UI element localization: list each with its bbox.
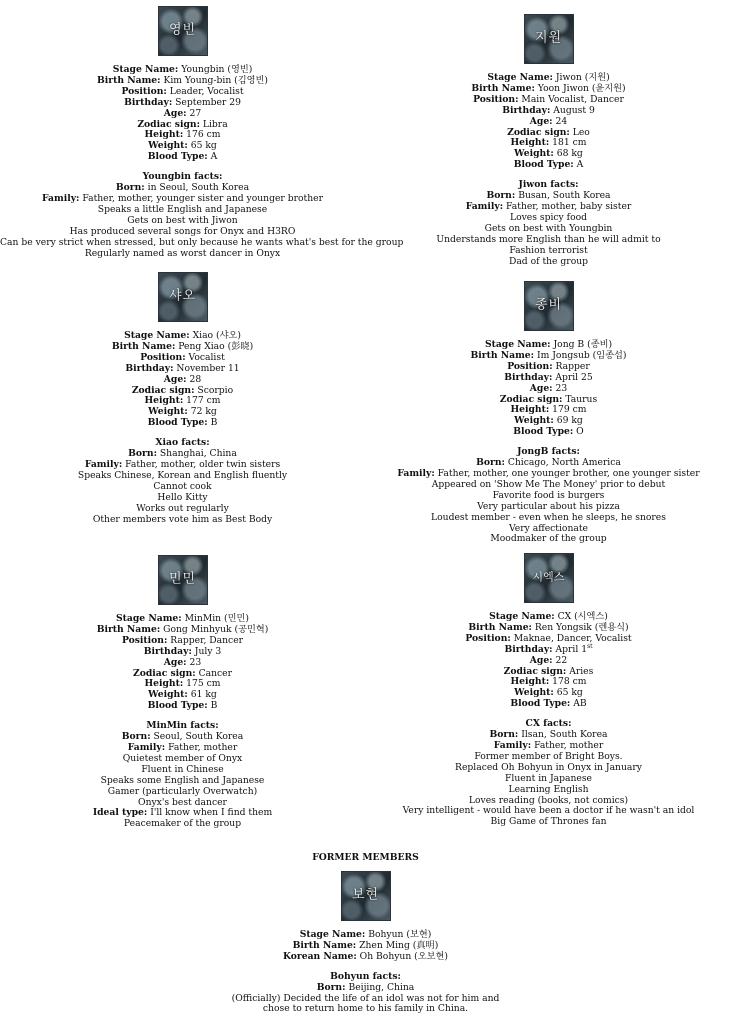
weight-row: Weight: 69 kg — [514, 415, 583, 427]
fact-item: Gamer (particularly Overwatch) — [107, 785, 258, 797]
zodiac-row: Zodiac sign: Taurus — [499, 393, 598, 405]
member-card-jiwon — [366, 14, 731, 267]
fact-item: Learning English — [508, 783, 589, 795]
birth-name-row: Birth Name: Kim Young-bin (김영빈) — [97, 74, 268, 86]
age-row: Age: 28 — [163, 373, 202, 385]
age-row: Age: 27 — [163, 107, 202, 119]
family-row: Family: Father, mother — [493, 739, 604, 751]
korean-name-row: Korean Name: Oh Bohyun (오보현) — [283, 950, 448, 962]
born-row: Born: Ilsan, South Korea — [489, 729, 608, 741]
facts-heading: Bohyun facts: — [330, 970, 401, 982]
fact-item: Big Game of Thrones fan — [490, 816, 607, 828]
position-row: Position: Rapper, Dancer — [121, 634, 244, 646]
fact-item: Hello Kitty — [157, 491, 208, 503]
fact-item: Very affectionate — [508, 522, 588, 534]
fact-item: Fashion terrorist — [509, 244, 588, 256]
birth-name-row: Birth Name: Zhen Ming (真明) — [292, 939, 439, 951]
weight-row: Weight: 65 kg — [148, 140, 217, 152]
birthday-row: Birthday: September 29 — [124, 96, 241, 108]
fact-item: chose to return home to his family in China. — [262, 1003, 469, 1015]
birthday-row: Birthday: April 1st — [504, 642, 593, 655]
height-row: Height: 176 cm — [144, 129, 221, 141]
facts-heading: JongB facts: — [517, 446, 580, 458]
fact-item: Regularly named as worst dancer in Onyx — [84, 247, 281, 259]
fact-item: Cannot cook — [153, 480, 212, 492]
fact-item: Replaced Oh Bohyun in Onyx in January — [455, 761, 642, 773]
zodiac-row: Zodiac sign: Cancer — [133, 667, 232, 679]
birthday-row: Birthday: August 9 — [502, 104, 595, 116]
born-row: Born: Shanghai, China — [128, 448, 237, 460]
facts-heading: Jiwon facts: — [518, 179, 579, 191]
birthday-row: Birthday: April 25 — [504, 371, 593, 383]
stage-name-row: Stage Name: MinMin (민민) — [116, 613, 249, 624]
fact-item: Appeared on 'Show Me The Money' prior to debut — [431, 478, 666, 490]
member-card-bohyun — [183, 871, 548, 1015]
family-row: Family: Father, mother, baby sister — [465, 200, 632, 212]
member-card-minmin — [0, 555, 365, 830]
stage-name-row: Stage Name: CX (시엑스) — [489, 611, 608, 622]
member-photo-jongb: 종비 — [524, 281, 574, 331]
height-row: Height: 177 cm — [144, 395, 221, 407]
age-row: Age: 23 — [163, 656, 202, 668]
age-row: Age: 23 — [529, 382, 568, 394]
fact-item: Very particular about his pizza — [477, 500, 620, 512]
stage-name-row: Stage Name: Jiwon (지원) — [487, 72, 610, 83]
weight-row: Weight: 68 kg — [514, 148, 583, 160]
height-row: Height: 179 cm — [510, 404, 587, 416]
stage-name-row: Stage Name: Xiao (샤오) — [124, 330, 241, 341]
facts-heading: Youngbin facts: — [142, 171, 223, 183]
family-row: Family: Father, mother, younger sister and younger brother — [42, 192, 323, 204]
height-row: Height: 175 cm — [144, 678, 221, 690]
zodiac-row: Zodiac sign: Scorpio — [131, 384, 234, 396]
fact-item: Speaks Chinese, Korean and English fluently — [77, 469, 288, 481]
member-card-xiao — [0, 272, 365, 525]
zodiac-row: Zodiac sign: Libra — [137, 118, 228, 130]
blood-type-row: Blood Type: A — [147, 151, 218, 163]
facts-heading: MinMin facts: — [146, 720, 219, 732]
fact-item: Loudest member - even when he sleeps, he snores — [431, 511, 666, 523]
zodiac-row: Zodiac sign: Aries — [503, 665, 594, 677]
born-row: Born: Beijing, China — [316, 981, 415, 993]
fact-item: Moodmaker of the group — [490, 533, 607, 545]
birth-name-row: Birth Name: Im Jongsub (임종섭) — [470, 349, 627, 361]
born-row: Born: Chicago, North America — [476, 457, 621, 469]
facts-heading: Xiao facts: — [155, 437, 210, 449]
birth-name-row: Birth Name: Ren Yongsik (렌용식) — [468, 621, 629, 633]
age-row: Age: 24 — [529, 115, 568, 127]
fact-item: Understands more English than he will admit to — [436, 233, 661, 245]
family-row: Family: Father, mother — [127, 741, 238, 753]
fact-item: Fluent in Chinese — [141, 763, 224, 775]
position-row: Position: Main Vocalist, Dancer — [473, 93, 624, 105]
member-card-cx — [366, 553, 731, 828]
fact-item: (Officially) Decided the life of an idol was not for him and — [231, 992, 500, 1004]
fact-item: Speaks some English and Japanese — [100, 774, 265, 786]
stage-name-row: Stage Name: Jong B (종비) — [484, 339, 613, 350]
fact-item: Quietest member of Onyx — [122, 752, 243, 764]
weight-row: Weight: 61 kg — [148, 689, 217, 701]
blood-type-row: Blood Type: B — [147, 700, 218, 712]
fact-item: Gets on best with Jiwon — [127, 214, 238, 226]
birth-name-row: Birth Name: Peng Xiao (彭晓) — [111, 340, 254, 352]
height-row: Height: 178 cm — [510, 676, 587, 688]
member-photo-youngbin: 영빈 — [158, 6, 208, 56]
blood-type-row: Blood Type: O — [513, 426, 584, 438]
position-row: Position: Leader, Vocalist — [121, 85, 244, 97]
blood-type-row: Blood Type: B — [147, 417, 218, 429]
member-photo-cx: 시엑스 — [524, 553, 574, 603]
facts-heading: CX facts: — [525, 718, 572, 730]
member-photo-minmin: 민민 — [158, 555, 208, 605]
birth-name-row: Birth Name: Gong Minhyuk (공민혁) — [96, 623, 269, 635]
member-card-youngbin — [0, 6, 404, 259]
blood-type-row: Blood Type: AB — [510, 698, 587, 710]
fact-item: Works out regularly — [136, 502, 229, 514]
ideal-type-row: Ideal type: I'll know when I find them — [92, 807, 273, 819]
fact-item: Other members vote him as Best Body — [92, 513, 273, 525]
fact-item: Speaks a little English and Japanese — [97, 203, 268, 215]
fact-item: Onyx's best dancer — [138, 796, 227, 808]
member-card-jongb — [366, 281, 731, 545]
zodiac-row: Zodiac sign: Leo — [507, 126, 590, 138]
fact-item: Favorite food is burgers — [492, 489, 605, 501]
member-photo-xiao: 샤오 — [158, 272, 208, 322]
fact-item: Gets on best with Youngbin — [484, 222, 613, 234]
position-row: Position: Vocalist — [140, 351, 225, 363]
age-row: Age: 22 — [529, 654, 568, 666]
birthday-row: Birthday: November 11 — [125, 362, 240, 374]
fact-item: Can be very strict when stressed, but only because he wants what's best for the group — [0, 236, 404, 248]
position-row: Position: Rapper — [507, 360, 590, 372]
weight-row: Weight: 72 kg — [148, 406, 217, 418]
born-row: Born: Seoul, South Korea — [121, 731, 244, 743]
born-row: Born: Busan, South Korea — [486, 190, 611, 202]
fact-item: Peacemaker of the group — [123, 818, 242, 830]
blood-type-row: Blood Type: A — [513, 159, 584, 171]
fact-item: Former member of Bright Boys. — [474, 750, 623, 762]
family-row: Family: Father, mother, older twin sisters — [84, 458, 281, 470]
member-photo-jiwon: 지원 — [524, 14, 574, 64]
birth-name-row: Birth Name: Yoon Jiwon (윤지원) — [471, 82, 626, 94]
birthday-row: Birthday: July 3 — [143, 645, 222, 657]
fact-item: Dad of the group — [508, 255, 589, 267]
stage-name-row: Stage Name: Youngbin (영빈) — [112, 64, 253, 75]
former-members-heading: FORMER MEMBERS — [312, 852, 419, 863]
position-row: Position: Maknae, Dancer, Vocalist — [465, 632, 632, 644]
stage-name-row: Stage Name: Bohyun (보현) — [299, 929, 432, 940]
fact-item: Fluent in Japanese — [505, 772, 592, 784]
fact-item: Loves reading (books, not comics) — [468, 794, 629, 806]
member-photo-bohyun: 보현 — [341, 871, 391, 921]
fact-item: Very intelligent - would have been a doctor if he wasn't an idol — [402, 805, 695, 817]
height-row: Height: 181 cm — [510, 137, 587, 149]
fact-item: Has produced several songs for Onyx and H3RO — [69, 225, 296, 237]
weight-row: Weight: 65 kg — [514, 687, 583, 699]
born-row: Born: in Seoul, South Korea — [115, 182, 250, 194]
fact-item: Loves spicy food — [509, 211, 588, 223]
family-row: Family: Father, mother, one younger brother, one younger sister — [397, 467, 700, 479]
